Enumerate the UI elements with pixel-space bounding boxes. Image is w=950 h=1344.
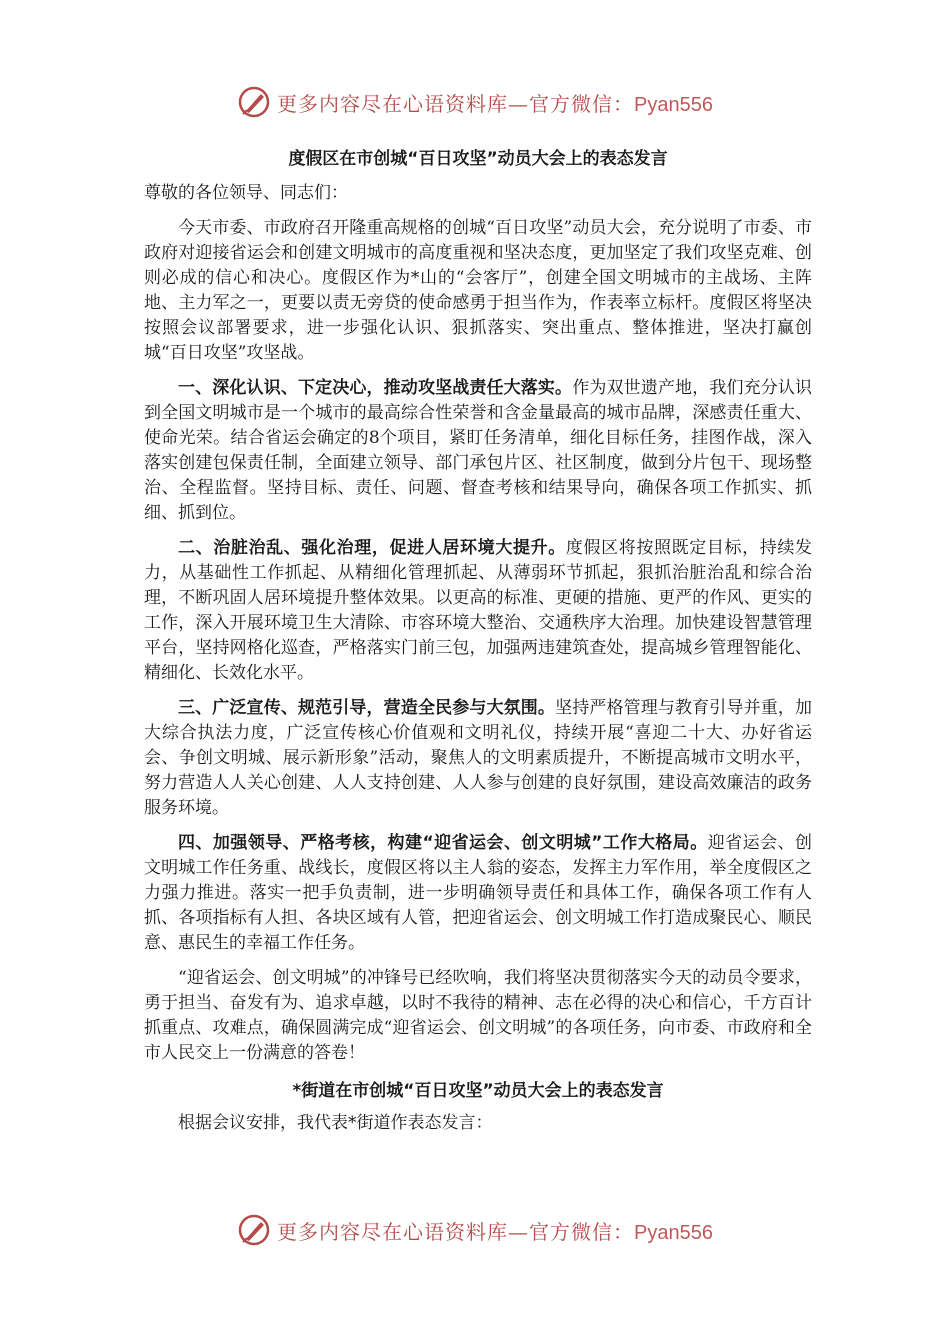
watermark-footer xyxy=(0,1210,950,1250)
watermark-text: 更多内容尽在心语资料库—官方微信：Pyan556 xyxy=(277,1219,713,1244)
section-body-1: 作为双世遗产地，我们充分认识到全国文明城市是一个城市的最高综合性荣誉和含金量最高的城市品牌，深感责任重大、使命光荣。结合省运会确定的8个项目，紧盯任务清单，细化目标任务，挂图作战，深入落实创建包保责任制，全面建立领导、部门承包片区、社区制度，做到分片包干、现场整治、全程监督。坚持目标、责任、问题、督查考核和结果导向，确保各项工作抓实、抓细、抓到位。 xyxy=(144,378,813,523)
section-paragraph-4 xyxy=(144,831,812,956)
section-body-3: 坚持严格管理与教育引导并重，加大综合执法力度，广泛宣传核心价值观和文明礼仪，持续开展“喜迎二十大、办好省运会、争创文明城、展示新形象”活动，聚焦人的文明素质提升，不断提高城市文明水平，努力营造人人关心创建、人人支持创建、人人参与创建的良好氛围，建设高效廉洁的政务服务环境。 xyxy=(144,698,813,818)
document-title: 度假区在市创城“百日攻坚”动员大会上的表态发言 xyxy=(288,149,668,169)
second-intro-paragraph: 根据会议安排，我代表*街道作表态发言： xyxy=(178,1113,493,1133)
watermark-header xyxy=(0,82,950,122)
closing-paragraph: “迎省运会、创文明城”的冲锋号已经吹响，我们将坚决贯彻落实今天的动员令要求，勇于担当、奋发有为、追求卓越，以时不我待的精神、志在必得的决心和信心，千方百计抓重点、攻难点，确保圆满完成“迎省运会、创文明城”的各项任务，向市委、市政府和全市人民交上一份满意的答卷！ xyxy=(144,968,812,1063)
second-document-title: *街道在市创城“百日攻坚”动员大会上的表态发言 xyxy=(292,1081,664,1101)
section-heading-4: 四、加强领导、严格考核，构建“迎省运会、创文明城”工作大格局。 xyxy=(178,833,708,853)
section-paragraph-3 xyxy=(144,696,812,821)
salutation: 尊敬的各位领导、同志们： xyxy=(144,183,348,203)
document-body xyxy=(144,138,812,1146)
pen-circle-logo-icon xyxy=(237,1213,271,1247)
section-heading-2: 二、治脏治乱、强化治理，促进人居环境大提升。 xyxy=(178,538,566,558)
pen-circle-logo-icon xyxy=(237,85,271,119)
section-heading-3: 三、广泛宣传、规范引导，营造全民参与大氛围。 xyxy=(178,698,556,718)
section-body-2: 度假区将按照既定目标，持续发力，从基础性工作抓起、从精细化管理抓起、从薄弱环节抓起，狠抓治脏治乱和综合治理，不断巩固人居环境提升整体效果。以更高的标准、更硬的措施、更严的作风、更实的工作，深入开展环境卫生大清除、市容环境大整治、交通秩序大治理。加快建设智慧管理平台，坚持网格化巡查，严格落实门前三包，加强两违建筑查处，提高城乡管理智能化、精细化、长效化水平。 xyxy=(144,538,812,683)
intro-paragraph: 今天市委、市政府召开隆重高规格的创城“百日攻坚”动员大会，充分说明了市委、市政府对迎接省运会和创建文明城市的高度重视和坚决态度，更加坚定了我们攻坚克难、创则必成的信心和决心。度假区作为*山的“会客厅”，创建全国文明城市的主战场、主阵地、主力军之一，更要以责无旁贷的使命感勇于担当作为，作表率立标杆。度假区将坚决按照会议部署要求，进一步强化认识、狠抓落实、突出重点、整体推进，坚决打赢创城“百日攻坚”攻坚战。 xyxy=(144,218,812,363)
section-paragraph-2 xyxy=(144,536,812,686)
section-body-4: 迎省运会、创文明城工作任务重、战线长，度假区将以主人翁的姿态，发挥主力军作用，举全度假区之力强力推进。落实一把手负责制，进一步明确领导责任和具体工作，确保各项工作有人抓、各项指标有人担、各块区域有人管，把迎省运会、创文明城工作打造成聚民心、顺民意、惠民生的幸福工作任务。 xyxy=(144,833,812,953)
section-paragraph-1 xyxy=(144,376,812,526)
watermark-text: 更多内容尽在心语资料库—官方微信：Pyan556 xyxy=(277,91,713,116)
section-heading-1: 一、深化认识、下定决心，推动攻坚战责任大落实。 xyxy=(178,378,573,398)
